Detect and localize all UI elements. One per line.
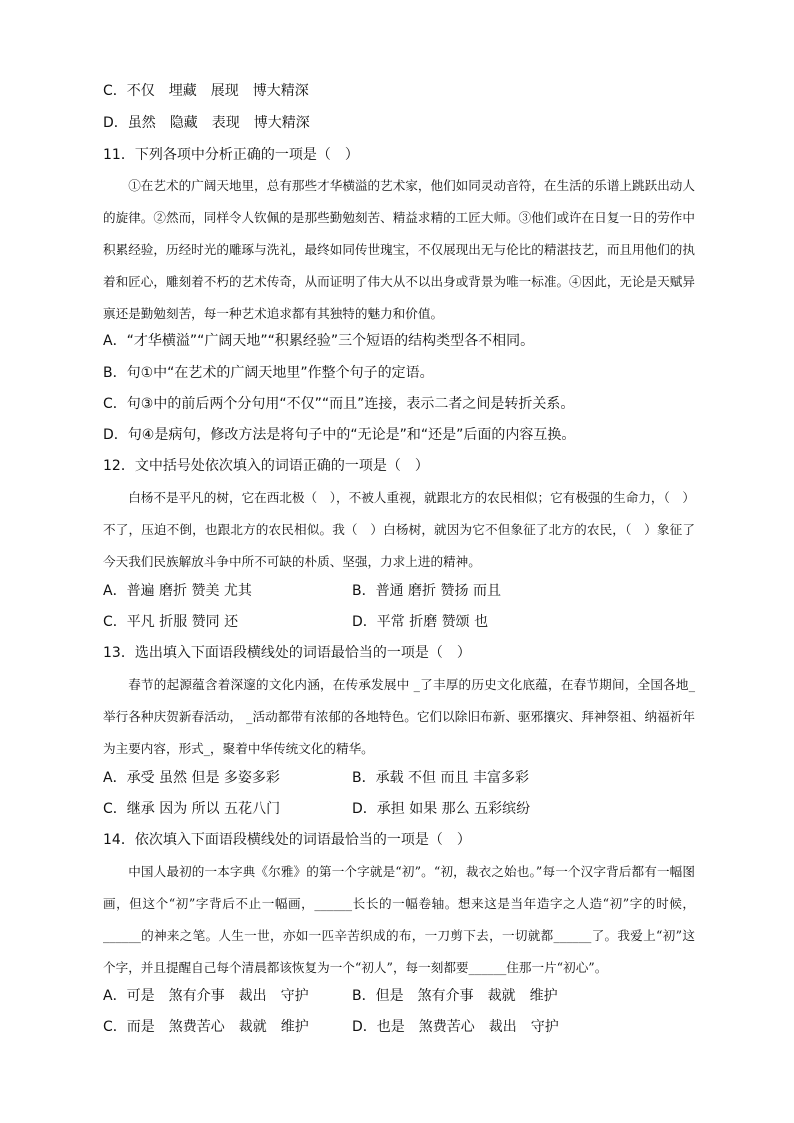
- q14-option-b: B．但是 煞有介事 裁就 维护: [352, 988, 558, 1004]
- q10-option-d: D．虽然 隐藏 表现 博大精深: [103, 115, 310, 131]
- q14-option-d: D．也是 煞费苦心 裁出 守护: [352, 1019, 559, 1035]
- q13-option-c: C．继承 因为 所以 五花八门: [103, 801, 281, 817]
- q13-passage: [103, 669, 695, 765]
- q10-option-c: C．不仅 埋藏 展现 博大精深: [103, 83, 309, 99]
- q14-option-c: C．而是 煞费苦心 裁就 维护: [103, 1019, 309, 1035]
- q12-option-d: D．平常 折磨 赞颂 也: [352, 614, 489, 630]
- q14-option-a: A．可是 煞有介事 裁出 守护: [103, 988, 309, 1004]
- q14-passage-text: 中国人最初的一本字典《尔雅》的第一个字就是“初”。“初，裁衣之始也。”每一个汉字背后都有一幅图画，但这个“初”字背后不止一幅画，______长长的一幅卷轴。想来这是当年造字之人造“初”字的时候，______的神来之笔。人生一世，亦如一匹辛苦织成的布，一刀剪下去，一切就都______了。我爱上“初”这个字，并且提醒自己每个清晨都该恢复为一个“初人”，每一刻都要______住那一片“初心”。: [103, 864, 695, 975]
- q14-passage: [103, 856, 695, 984]
- q11-option-b: B．句①中“在艺术的广阔天地里”作整个句子的定语。: [103, 365, 434, 381]
- q12-stem: 12．文中括号处依次填入的词语正确的一项是（ ）: [103, 458, 429, 474]
- q11-stem: 11．下列各项中分析正确的一项是（ ）: [103, 147, 359, 163]
- q12-option-c: C．平凡 折服 赞同 还: [103, 614, 239, 630]
- q12-option-a: A．普遍 磨折 赞美 尤其: [103, 583, 252, 599]
- q11-option-d: D．句④是病句，修改方法是将句子中的“无论是”和“还是”后面的内容互换。: [103, 427, 576, 443]
- q13-option-a: A．承受 虽然 但是 多姿多彩: [103, 770, 280, 786]
- q12-passage: [103, 482, 695, 578]
- q13-option-b: B．承载 不但 而且 丰富多彩: [352, 770, 529, 786]
- q13-stem: 13．选出填入下面语段横线处的词语最恰当的一项是（ ）: [103, 645, 471, 661]
- q12-option-b: B．普通 磨折 赞扬 而且: [352, 583, 501, 599]
- q14-stem: 14．依次填入下面语段横线处的词语最恰当的一项是（ ）: [103, 832, 471, 848]
- q13-option-d: D．承担 如果 那么 五彩缤纷: [352, 801, 531, 817]
- q11-option-c: C．句③中的前后两个分句用“不仅”“而且”连接，表示二者之间是转折关系。: [103, 396, 575, 412]
- q13-passage-text: 春节的起源蕴含着深邃的文化内涵，在传承发展中 _了丰厚的历史文化底蕴，在春节期间，全国各地_举行各种庆贺新春活动， _活动都带有浓郁的各地特色。它们以除旧布新、驱邪攘灾、拜神祭祖、纳福祈年为主要内容，形式_，聚着中华传统文化的精华。: [103, 677, 695, 756]
- q11-option-a: A．“才华横溢”“广阔天地”“积累经验”三个短语的结构类型各不相同。: [103, 333, 535, 349]
- q11-passage: [103, 170, 695, 330]
- q12-passage-text: 白杨不是平凡的树，它在西北极（ ），不被人重视，就跟北方的农民相似；它有极强的生命力，（ ）不了，压迫不倒，也跟北方的农民相似。我（ ）白杨树，就因为它不但象征了北方的农民，（ ）象征了今天我们民族解放斗争中所不可缺的朴质、坚强，力求上进的精神。: [103, 490, 695, 569]
- q11-passage-text: ①在艺术的广阔天地里，总有那些才华横溢的艺术家，他们如同灵动音符，在生活的乐谱上跳跃出动人的旋律。②然而，同样令人钦佩的是那些勤勉刻苦、精益求精的工匠大师。③他们或许在日复一日的劳作中积累经验，历经时光的雕琢与洗礼，最终如同传世瑰宝，不仅展现出无与伦比的精湛技艺，而且用他们的执着和匠心，雕刻着不朽的艺术传奇，从而证明了伟大从不以出身或背景为唯一标准。④因此，无论是天赋异禀还是勤勉刻苦，每一种艺术追求都有其独特的魅力和价值。: [103, 178, 695, 321]
